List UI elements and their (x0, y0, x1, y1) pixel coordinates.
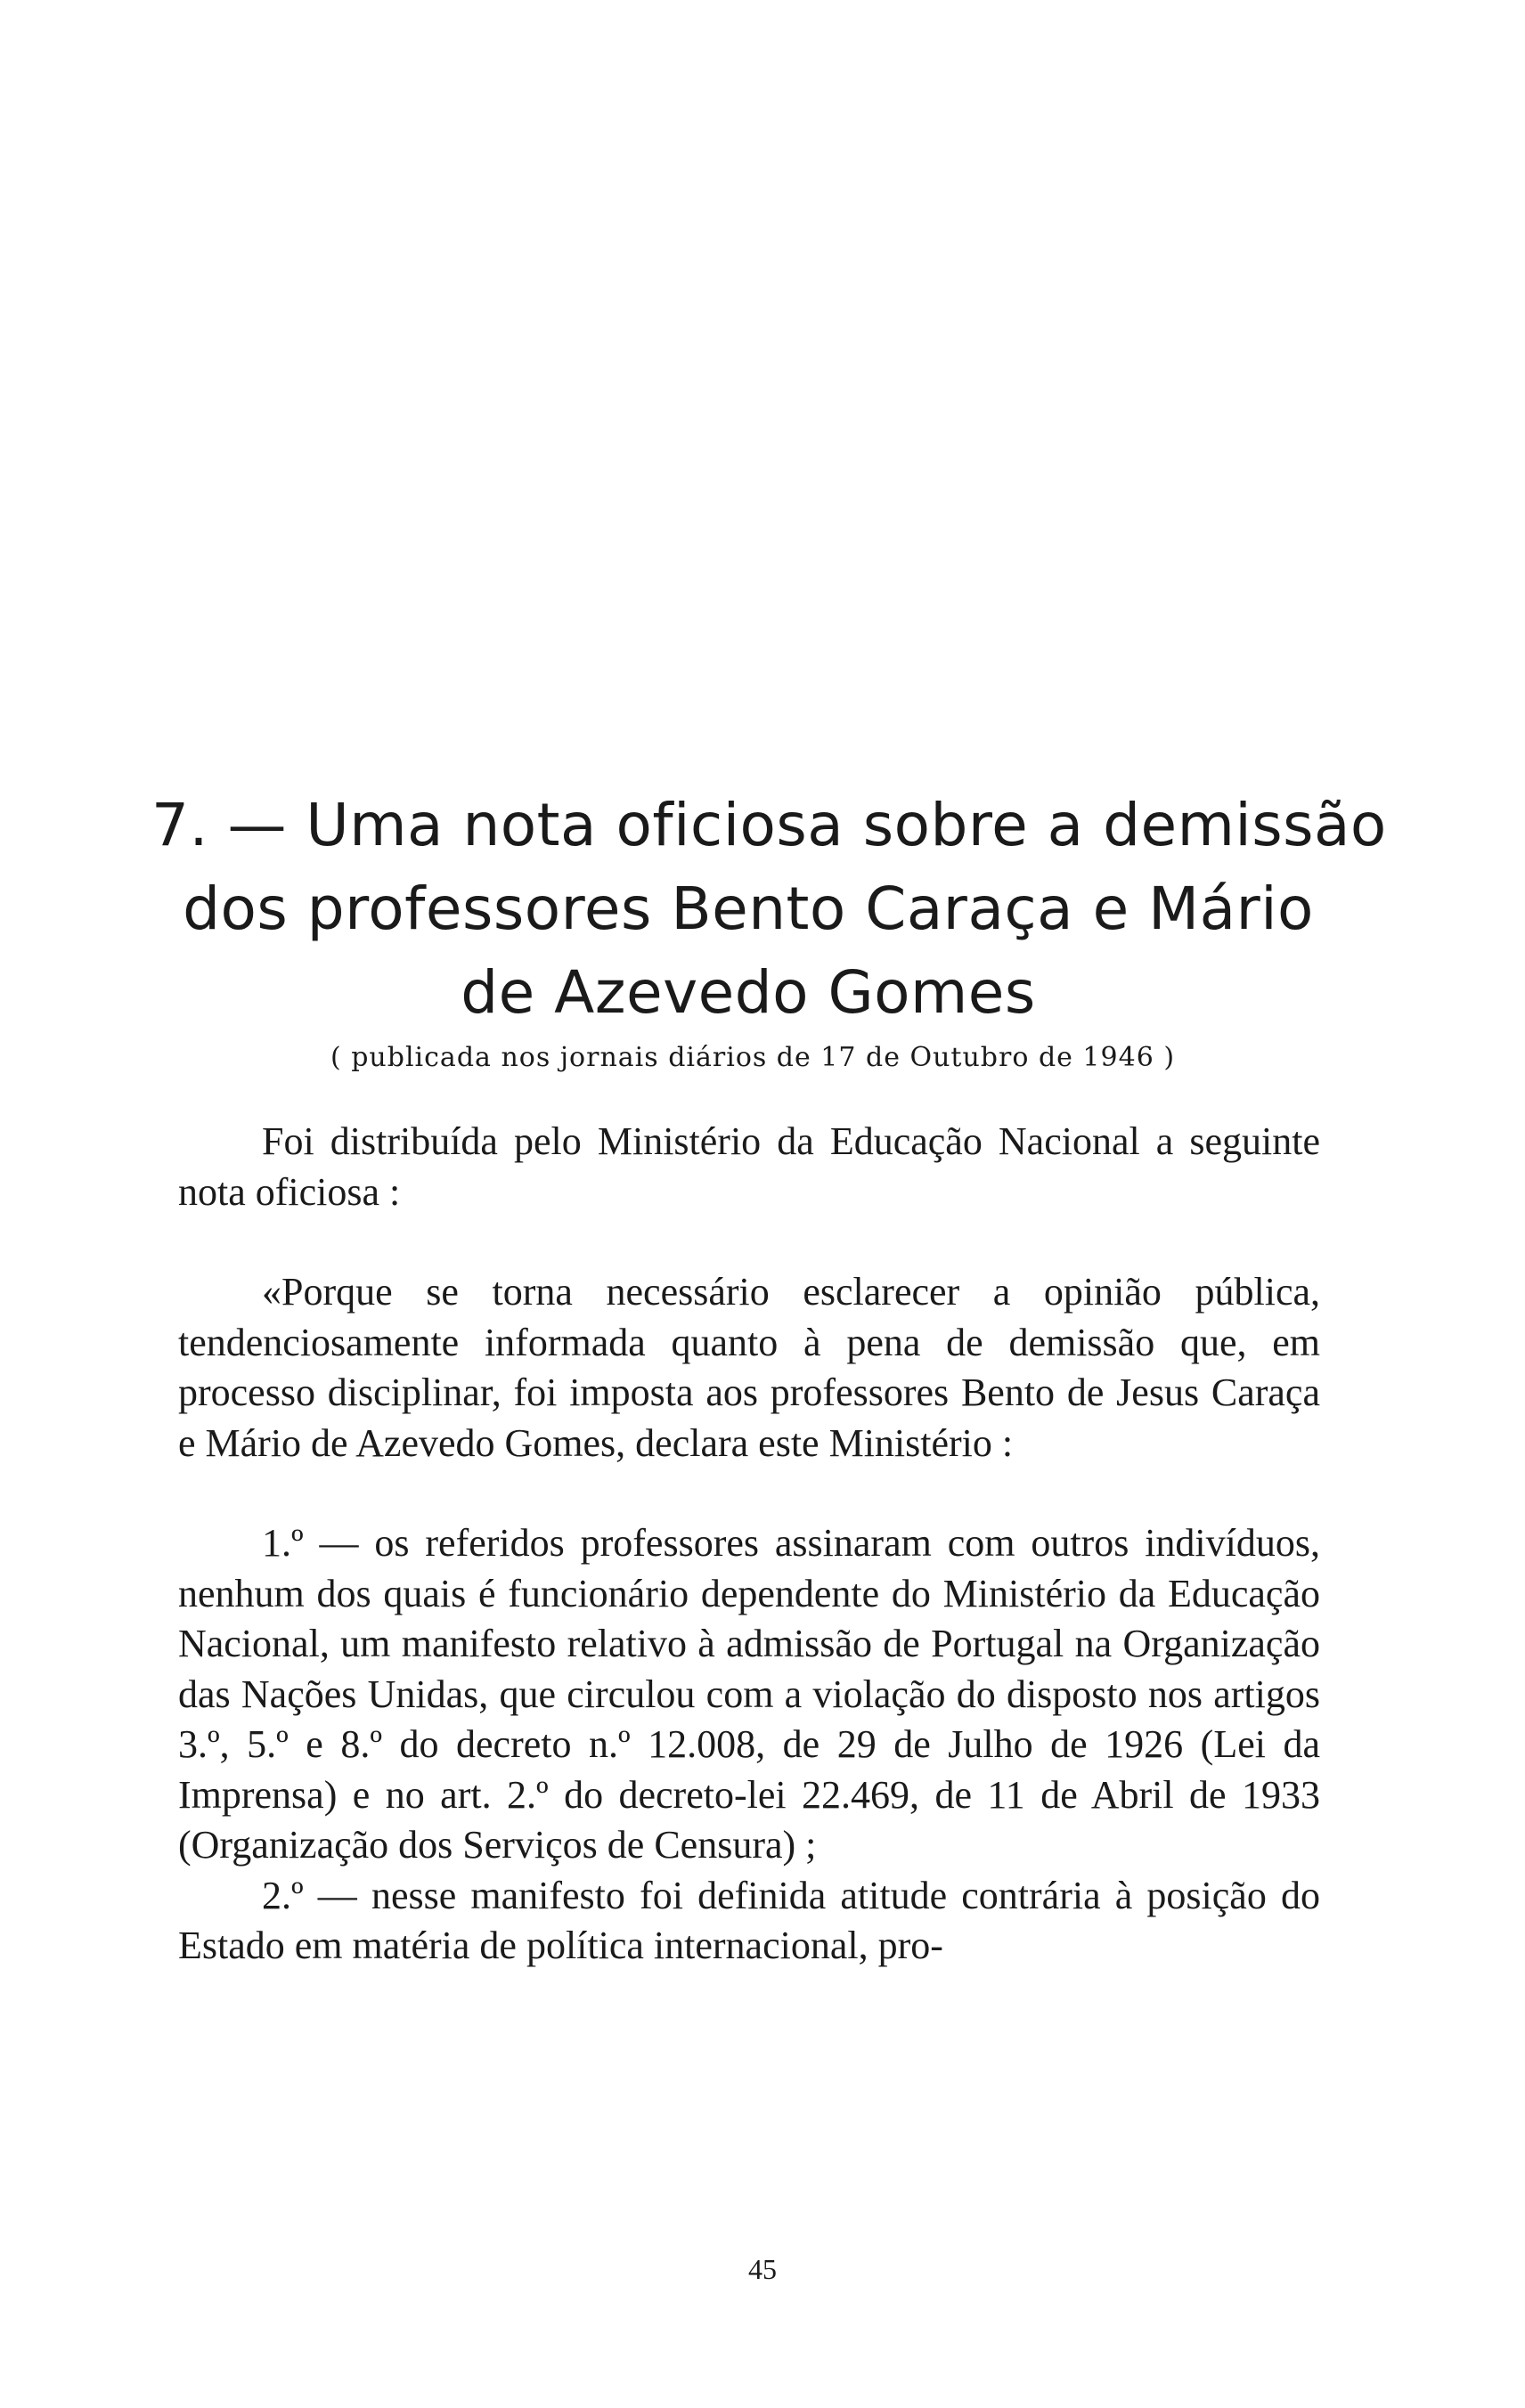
paragraph-quote-opening: «Porque se torna necessário esclarecer a opinião pública, tendenciosamente informada quanto à pena de demissão que, em processo disciplinar, foi imposta aos professores Bento de Jesus Caraça e Mário de Azevedo Gomes, declara este Ministério : (178, 1270, 1320, 1465)
body-text (178, 1117, 1320, 1972)
page-number: 45 (748, 2253, 777, 2285)
paragraph-intro: Foi distribuída pelo Ministério da Educação Nacional a seguinte nota oficiosa : (178, 1119, 1320, 1214)
chapter-title (151, 784, 1387, 1035)
paragraph-point-1: 1.º — os referidos professores assinaram com outros indivíduos, nenhum dos quais é funcionário dependente do Ministério da Educação Nacional, um manifesto relativo à admissão de Portugal na Organização das Nações Unidas, que circulou com a violação do disposto nos artigos 3.º, 5.º e 8.º do decreto n.º 12.008, de 29 de Julho de 1926 (Lei da Imprensa) e no art. 2.º do decreto-lei 22.469, de 11 de Abril de 1933 (Organização dos Serviços de Censura) ; (178, 1521, 1320, 1867)
publication-note: ( publicada nos jornais diários de 17 de Outubro de 1946 ) (330, 1042, 1176, 1073)
chapter-title-line-3: de Azevedo Gomes (461, 958, 1036, 1027)
chapter-title-line-2: dos professores Bento Caraça e Mário (183, 875, 1314, 943)
paragraph-point-2: 2.º — nesse manifesto foi definida atitude contrária à posição do Estado em matéria de política internacional, pro- (178, 1873, 1320, 1967)
chapter-title-line-1: 7. — Uma nota oficiosa sobre a demissão (151, 791, 1387, 859)
